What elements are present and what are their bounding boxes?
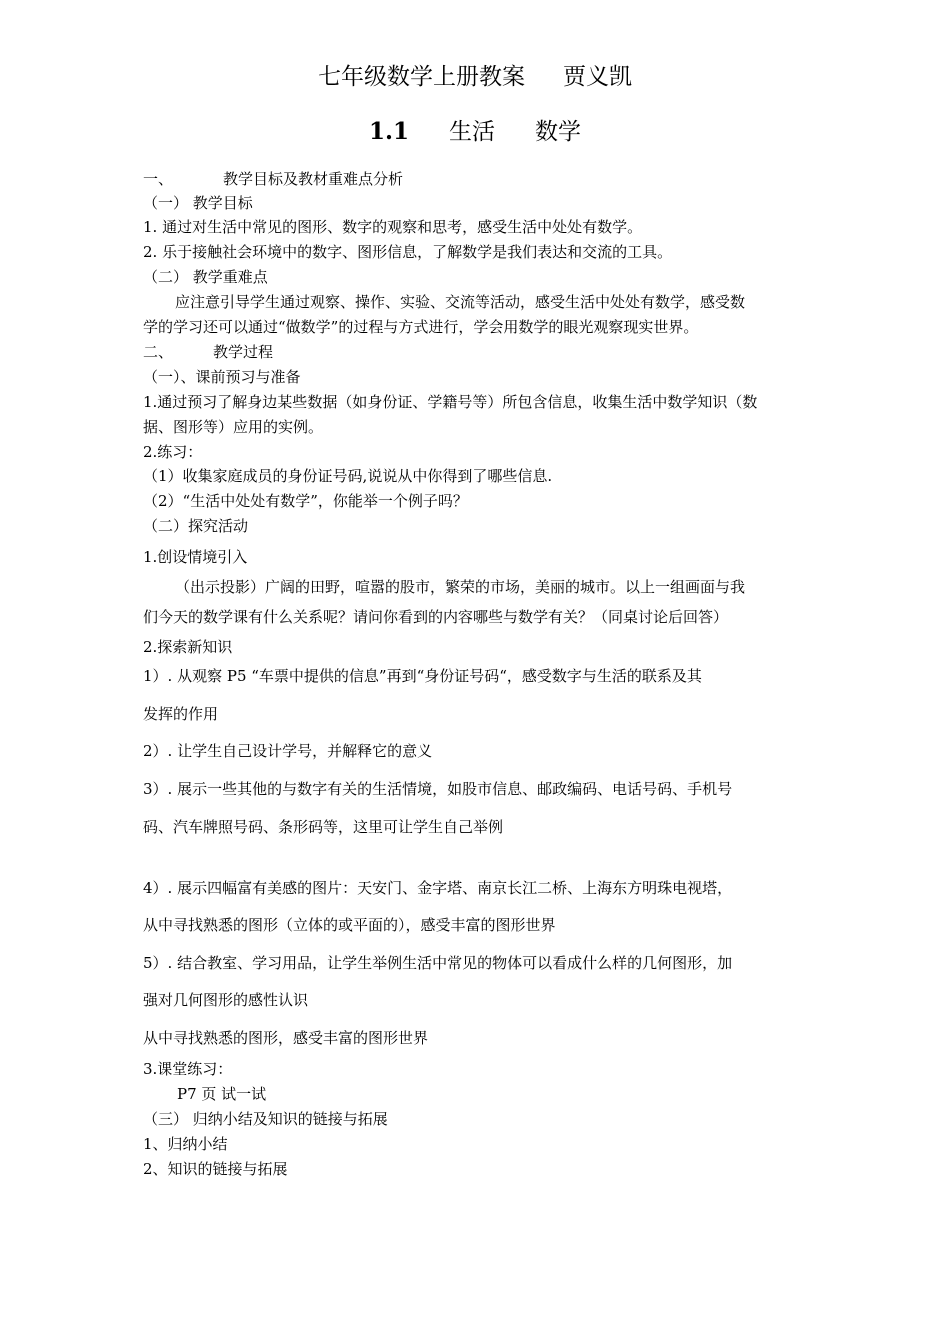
text-line: （2）“生活中处处有数学”，你能举一个例子吗？ — [143, 492, 468, 510]
text-line: （一） 教学目标 — [143, 194, 253, 212]
text-line: 1.通过预习了解身边某些数据（如身份证、学籍号等）所包含信息，收集生活中数学知识（数 — [143, 393, 758, 411]
lesson-number: 1.1 — [368, 118, 409, 145]
text-line: 1）. 从观察 P5 “车票中提供的信息”再到“身份证号码“，感受数字与生活的联系及其 — [143, 667, 702, 685]
text-line: 3）. 展示一些其他的与数字有关的生活情境，如股市信息、邮政编码、电话号码、手机号 — [143, 780, 733, 798]
text-line: （二）探究活动 — [143, 517, 249, 535]
text-line: 学的学习还可以通过“做数学”的过程与方式进行，学会用数学的眼光观察现实世界。 — [143, 318, 699, 336]
title-text: 七年级数学上册教案 — [318, 64, 525, 90]
lesson-title-part-2: 数学 — [535, 119, 581, 145]
text-line: 码、汽车牌照号码、条形码等，这里可让学生自己举例 — [143, 818, 504, 836]
text-line: 据、图形等）应用的实例。 — [143, 418, 324, 436]
text-line: 1、归纳小结 — [143, 1135, 228, 1153]
lesson-title — [0, 117, 950, 147]
text-line: 5）. 结合教室、学习用品，让学生举例生活中常见的物体可以看成什么样的几何图形，加 — [143, 954, 733, 972]
text-line: （三） 归纳小结及知识的链接与拓展 — [143, 1110, 388, 1128]
section-title: 教学过程 — [213, 343, 274, 361]
text-line: 从中寻找熟悉的图形，感受丰富的图形世界 — [143, 1029, 429, 1047]
text-line: 4）. 展示四幅富有美感的图片：天安门、金字塔、南京长江二桥、上海东方明珠电视塔， — [143, 879, 733, 897]
text-line: 3.课堂练习： — [143, 1060, 233, 1078]
text-line: 1. 通过对生活中常见的图形、数字的观察和思考，感受生活中处处有数学。 — [143, 218, 643, 236]
text-line: 2.练习： — [143, 443, 203, 461]
section-heading — [143, 342, 813, 362]
page-title — [0, 62, 950, 92]
text-line: 强对几何图形的感性认识 — [143, 991, 309, 1009]
text-line: （1）收集家庭成员的身份证号码,说说从中你得到了哪些信息. — [143, 467, 553, 485]
section-title: 教学目标及教材重难点分析 — [223, 170, 404, 188]
text-line: （出示投影）广阔的田野，喧嚣的股市，繁荣的市场，美丽的城市。以上一组画面与我 — [175, 578, 746, 596]
text-line: 2、知识的链接与拓展 — [143, 1160, 288, 1178]
text-line: 1.创设情境引入 — [143, 548, 248, 566]
text-line: P7 页 试一试 — [177, 1085, 267, 1103]
text-line: 们今天的数学课有什么关系呢？请问你看到的内容哪些与数学有关？（同桌讨论后回答） — [143, 608, 729, 626]
lesson-title-part-1: 生活 — [449, 119, 495, 145]
text-line: 2）. 让学生自己设计学号，并解释它的意义 — [143, 742, 433, 760]
text-line: 从中寻找熟悉的图形（立体的或平面的），感受丰富的图形世界 — [143, 916, 556, 934]
section-number: 二、 — [143, 343, 174, 361]
author-name: 贾义凯 — [563, 64, 632, 90]
text-line: （一）、课前预习与准备 — [143, 368, 301, 386]
text-line: 发挥的作用 — [143, 705, 219, 723]
text-line: 应注意引导学生通过观察、操作、实验、交流等活动，感受生活中处处有数学，感受数 — [175, 293, 746, 311]
text-line: 2. 乐于接触社会环境中的数字、图形信息，了解数学是我们表达和交流的工具。 — [143, 243, 673, 261]
text-line: 2.探索新知识 — [143, 638, 233, 656]
section-number: 一、 — [143, 170, 174, 188]
text-line: （二） 教学重难点 — [143, 268, 268, 286]
section-heading — [143, 169, 813, 189]
